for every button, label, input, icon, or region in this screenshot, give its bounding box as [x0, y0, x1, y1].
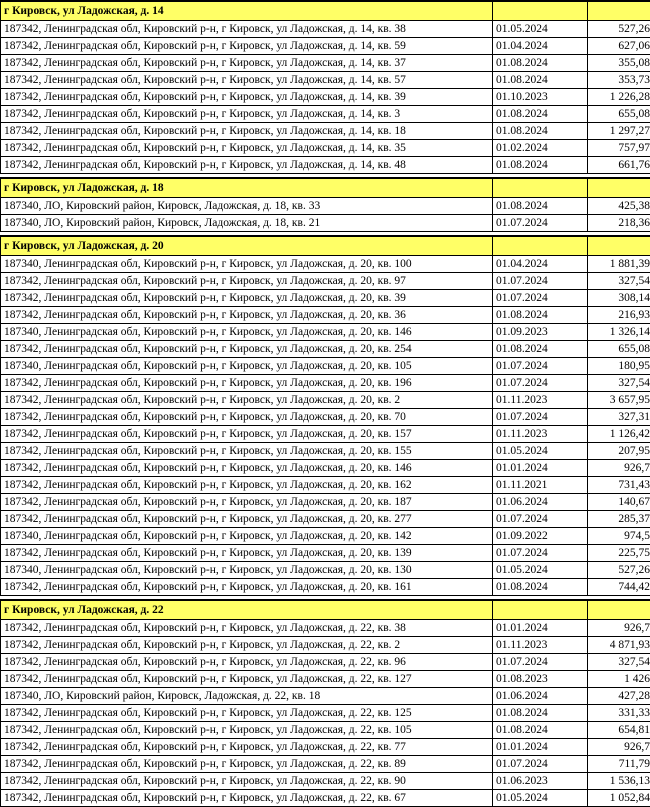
date-cell[interactable]: 01.07.2024 — [493, 545, 588, 562]
amount-cell[interactable]: 1 226,28 — [588, 89, 650, 106]
date-cell[interactable]: 01.07.2024 — [493, 358, 588, 375]
date-cell[interactable]: 01.08.2024 — [493, 198, 588, 215]
group-header-row — [1, 178, 650, 198]
table-row — [1, 157, 650, 174]
amount-cell[interactable]: 654,81 — [588, 722, 650, 739]
address-cell[interactable]: 187342, Ленинградская обл, Кировский р-н, г Кировск, ул Ладожская, д. 22, кв. 67 — [1, 790, 493, 807]
address-cell[interactable]: 187340, Ленинградская обл, Кировский р-н, г Кировск, ул Ладожская, д. 20, кв. 142 — [1, 528, 493, 545]
amount-cell[interactable]: 327,54 — [588, 375, 650, 392]
date-cell[interactable]: 01.01.2024 — [493, 620, 588, 637]
address-cell[interactable]: 187340, Ленинградская обл, Кировский р-н, г Кировск, ул Ладожская, д. 20, кв. 105 — [1, 358, 493, 375]
date-cell[interactable]: 01.06.2024 — [493, 688, 588, 705]
amount-cell[interactable]: 353,73 — [588, 72, 650, 89]
address-cell[interactable]: 187340, Ленинградская обл, Кировский р-н, г Кировск, ул Ладожская, д. 20, кв. 100 — [1, 256, 493, 273]
date-cell[interactable]: 01.09.2022 — [493, 528, 588, 545]
table-row — [1, 392, 650, 409]
date-cell[interactable]: 01.05.2024 — [493, 21, 588, 38]
amount-cell[interactable]: 527,26 — [588, 562, 650, 579]
amount-cell[interactable]: 3 657,95 — [588, 392, 650, 409]
group-header-empty-cell[interactable] — [588, 600, 650, 620]
amount-cell[interactable]: 1 426 — [588, 671, 650, 688]
table-row — [1, 426, 650, 443]
address-cell[interactable]: 187342, Ленинградская обл, Кировский р-н, г Кировск, ул Ладожская, д. 22, кв. 127 — [1, 671, 493, 688]
address-cell[interactable]: 187342, Ленинградская обл, Кировский р-н, г Кировск, ул Ладожская, д. 22, кв. 38 — [1, 620, 493, 637]
date-cell[interactable]: 01.01.2024 — [493, 460, 588, 477]
amount-cell[interactable]: 527,26 — [588, 21, 650, 38]
amount-cell[interactable]: 308,14 — [588, 290, 650, 307]
address-cell[interactable]: 187342, Ленинградская обл, Кировский р-н, г Кировск, ул Ладожская, д. 14, кв. 38 — [1, 21, 493, 38]
amount-cell[interactable]: 216,93 — [588, 307, 650, 324]
date-cell[interactable]: 01.05.2024 — [493, 562, 588, 579]
table-row — [1, 494, 650, 511]
amount-cell[interactable]: 4 871,93 — [588, 637, 650, 654]
address-cell[interactable]: 187342, Ленинградская обл, Кировский р-н, г Кировск, ул Ладожская, д. 14, кв. 39 — [1, 89, 493, 106]
date-cell[interactable]: 01.10.2023 — [493, 89, 588, 106]
table-row — [1, 722, 650, 739]
address-cell[interactable]: 187342, Ленинградская обл, Кировский р-н, г Кировск, ул Ладожская, д. 22, кв. 105 — [1, 722, 493, 739]
date-cell[interactable]: 01.05.2024 — [493, 443, 588, 460]
group-header-empty-cell[interactable] — [493, 236, 588, 256]
date-cell[interactable]: 01.08.2024 — [493, 341, 588, 358]
address-cell[interactable]: 187342, Ленинградская обл, Кировский р-н, г Кировск, ул Ладожская, д. 20, кв. 187 — [1, 494, 493, 511]
group-header-empty-cell[interactable] — [493, 600, 588, 620]
amount-cell[interactable]: 1 326,14 — [588, 324, 650, 341]
address-cell[interactable]: 187342, Ленинградская обл, Кировский р-н, г Кировск, ул Ладожская, д. 22, кв. 96 — [1, 654, 493, 671]
address-cell[interactable]: 187342, Ленинградская обл, Кировский р-н, г Кировск, ул Ладожская, д. 20, кв. 139 — [1, 545, 493, 562]
group-header-empty-cell[interactable] — [493, 1, 588, 21]
address-cell[interactable]: 187342, Ленинградская обл, Кировский р-н, г Кировск, ул Ладожская, д. 20, кв. 155 — [1, 443, 493, 460]
address-cell[interactable]: 187340, Ленинградская обл, Кировский р-н, г Кировск, ул Ладожская, д. 20, кв. 146 — [1, 324, 493, 341]
date-cell[interactable]: 01.08.2024 — [493, 579, 588, 596]
table-row — [1, 72, 650, 89]
table-row — [1, 705, 650, 722]
date-cell[interactable]: 01.08.2023 — [493, 671, 588, 688]
table-row — [1, 477, 650, 494]
date-cell[interactable]: 01.07.2024 — [493, 290, 588, 307]
address-cell[interactable]: 187340, ЛО, Кировский район, Кировск, Ладожская, д. 18, кв. 21 — [1, 215, 493, 232]
date-cell[interactable]: 01.06.2023 — [493, 773, 588, 790]
amount-cell[interactable]: 627,06 — [588, 38, 650, 55]
amount-cell[interactable]: 355,08 — [588, 55, 650, 72]
table-row — [1, 790, 650, 807]
date-cell[interactable]: 01.06.2024 — [493, 494, 588, 511]
table-row — [1, 671, 650, 688]
table-row — [1, 756, 650, 773]
group-header-row — [1, 1, 650, 21]
date-cell[interactable]: 01.08.2024 — [493, 72, 588, 89]
amount-cell[interactable]: 655,08 — [588, 341, 650, 358]
date-cell[interactable]: 01.11.2021 — [493, 477, 588, 494]
address-cell[interactable]: 187342, Ленинградская обл, Кировский р-н, г Кировск, ул Ладожская, д. 14, кв. 37 — [1, 55, 493, 72]
group-header-empty-cell[interactable] — [588, 178, 650, 198]
amount-cell[interactable]: 207,95 — [588, 443, 650, 460]
address-cell[interactable]: 187342, Ленинградская обл, Кировский р-н, г Кировск, ул Ладожская, д. 14, кв. 59 — [1, 38, 493, 55]
address-cell[interactable]: 187342, Ленинградская обл, Кировский р-н, г Кировск, ул Ладожская, д. 20, кв. 146 — [1, 460, 493, 477]
address-cell[interactable]: 187342, Ленинградская обл, Кировский р-н, г Кировск, ул Ладожская, д. 20, кв. 36 — [1, 307, 493, 324]
amount-cell[interactable]: 285,37 — [588, 511, 650, 528]
date-cell[interactable]: 01.08.2024 — [493, 55, 588, 72]
address-cell[interactable]: 187342, Ленинградская обл, Кировский р-н, г Кировск, ул Ладожская, д. 20, кв. 39 — [1, 290, 493, 307]
address-cell[interactable]: 187340, Ленинградская обл, Кировский р-н, г Кировск, ул Ладожская, д. 20, кв. 130 — [1, 562, 493, 579]
address-cell[interactable]: 187342, Ленинградская обл, Кировский р-н, г Кировск, ул Ладожская, д. 22, кв. 125 — [1, 705, 493, 722]
group-header-cell[interactable]: г Кировск, ул Ладожская, д. 14 — [1, 1, 493, 21]
amount-cell[interactable]: 711,79 — [588, 756, 650, 773]
table-row — [1, 562, 650, 579]
date-cell[interactable]: 01.07.2024 — [493, 756, 588, 773]
date-cell[interactable]: 01.07.2024 — [493, 409, 588, 426]
date-cell[interactable]: 01.11.2023 — [493, 426, 588, 443]
group-header-cell[interactable]: г Кировск, ул Ладожская, д. 18 — [1, 178, 493, 198]
amount-cell[interactable]: 225,75 — [588, 545, 650, 562]
table-row — [1, 443, 650, 460]
date-cell[interactable]: 01.07.2024 — [493, 511, 588, 528]
address-cell[interactable]: 187342, Ленинградская обл, Кировский р-н, г Кировск, ул Ладожская, д. 20, кв. 161 — [1, 579, 493, 596]
group-header-empty-cell[interactable] — [588, 1, 650, 21]
date-cell[interactable]: 01.11.2023 — [493, 637, 588, 654]
group-header-empty-cell[interactable] — [588, 236, 650, 256]
date-cell[interactable]: 01.07.2024 — [493, 654, 588, 671]
date-cell[interactable]: 01.07.2024 — [493, 375, 588, 392]
table-row — [1, 341, 650, 358]
table-row — [1, 273, 650, 290]
amount-cell[interactable]: 1 881,39 — [588, 256, 650, 273]
date-cell[interactable]: 01.02.2024 — [493, 140, 588, 157]
amount-cell[interactable]: 1 536,13 — [588, 773, 650, 790]
group-header-row — [1, 600, 650, 620]
address-cell[interactable]: 187342, Ленинградская обл, Кировский р-н, г Кировск, ул Ладожская, д. 14, кв. 35 — [1, 140, 493, 157]
address-cell[interactable]: 187342, Ленинградская обл, Кировский р-н, г Кировск, ул Ладожская, д. 20, кв. 2 — [1, 392, 493, 409]
table-row — [1, 307, 650, 324]
address-cell[interactable]: 187340, ЛО, Кировский район, Кировск, Ладожская, д. 22, кв. 18 — [1, 688, 493, 705]
table-row — [1, 579, 650, 596]
amount-cell[interactable]: 1 297,27 — [588, 123, 650, 140]
address-cell[interactable]: 187342, Ленинградская обл, Кировский р-н, г Кировск, ул Ладожская, д. 20, кв. 157 — [1, 426, 493, 443]
table-row — [1, 688, 650, 705]
amount-cell[interactable]: 425,38 — [588, 198, 650, 215]
address-cell[interactable]: 187342, Ленинградская обл, Кировский р-н, г Кировск, ул Ладожская, д. 14, кв. 18 — [1, 123, 493, 140]
amount-cell[interactable]: 218,36 — [588, 215, 650, 232]
date-cell[interactable]: 01.04.2024 — [493, 256, 588, 273]
table-row — [1, 106, 650, 123]
date-cell[interactable]: 01.08.2024 — [493, 307, 588, 324]
address-cell[interactable]: 187342, Ленинградская обл, Кировский р-н, г Кировск, ул Ладожская, д. 14, кв. 3 — [1, 106, 493, 123]
date-cell[interactable]: 01.07.2024 — [493, 215, 588, 232]
date-cell[interactable]: 01.08.2024 — [493, 123, 588, 140]
table-row — [1, 123, 650, 140]
amount-cell[interactable]: 327,54 — [588, 273, 650, 290]
address-cell[interactable]: 187342, Ленинградская обл, Кировский р-н, г Кировск, ул Ладожская, д. 20, кв. 277 — [1, 511, 493, 528]
address-cell[interactable]: 187342, Ленинградская обл, Кировский р-н, г Кировск, ул Ладожская, д. 20, кв. 70 — [1, 409, 493, 426]
amount-cell[interactable]: 1 052,84 — [588, 790, 650, 807]
table-row — [1, 198, 650, 215]
address-cell[interactable]: 187342, Ленинградская обл, Кировский р-н, г Кировск, ул Ладожская, д. 20, кв. 254 — [1, 341, 493, 358]
address-cell[interactable]: 187340, ЛО, Кировский район, Кировск, Ладожская, д. 18, кв. 33 — [1, 198, 493, 215]
amount-cell[interactable]: 661,76 — [588, 157, 650, 174]
group-header-row — [1, 236, 650, 256]
amount-cell[interactable]: 731,43 — [588, 477, 650, 494]
amount-cell[interactable]: 331,33 — [588, 705, 650, 722]
amount-cell[interactable]: 926,7 — [588, 460, 650, 477]
group-header-empty-cell[interactable] — [493, 178, 588, 198]
amount-cell[interactable]: 926,7 — [588, 739, 650, 756]
table-row — [1, 256, 650, 273]
table-row — [1, 324, 650, 341]
amount-cell[interactable]: 926,7 — [588, 620, 650, 637]
address-cell[interactable]: 187342, Ленинградская обл, Кировский р-н, г Кировск, ул Ладожская, д. 20, кв. 196 — [1, 375, 493, 392]
date-cell[interactable]: 01.01.2024 — [493, 739, 588, 756]
table-row — [1, 654, 650, 671]
table-row — [1, 528, 650, 545]
amount-cell[interactable]: 140,67 — [588, 494, 650, 511]
amount-cell[interactable]: 655,08 — [588, 106, 650, 123]
address-cell[interactable]: 187342, Ленинградская обл, Кировский р-н, г Кировск, ул Ладожская, д. 22, кв. 89 — [1, 756, 493, 773]
table-row — [1, 140, 650, 157]
group-header-cell[interactable]: г Кировск, ул Ладожская, д. 20 — [1, 236, 493, 256]
date-cell[interactable]: 01.11.2023 — [493, 392, 588, 409]
address-cell[interactable]: 187342, Ленинградская обл, Кировский р-н, г Кировск, ул Ладожская, д. 22, кв. 77 — [1, 739, 493, 756]
table-row — [1, 21, 650, 38]
date-cell[interactable]: 01.08.2024 — [493, 705, 588, 722]
address-cell[interactable]: 187342, Ленинградская обл, Кировский р-н, г Кировск, ул Ладожская, д. 20, кв. 162 — [1, 477, 493, 494]
amount-cell[interactable]: 180,95 — [588, 358, 650, 375]
amount-cell[interactable]: 1 126,42 — [588, 426, 650, 443]
amount-cell[interactable]: 327,54 — [588, 654, 650, 671]
group-header-cell[interactable]: г Кировск, ул Ладожская, д. 22 — [1, 600, 493, 620]
date-cell[interactable]: 01.04.2024 — [493, 38, 588, 55]
table-row — [1, 511, 650, 528]
address-cell[interactable]: 187342, Ленинградская обл, Кировский р-н, г Кировск, ул Ладожская, д. 14, кв. 57 — [1, 72, 493, 89]
table-row — [1, 773, 650, 790]
table-row — [1, 637, 650, 654]
table-row — [1, 545, 650, 562]
date-cell[interactable]: 01.07.2024 — [493, 273, 588, 290]
table-row — [1, 375, 650, 392]
table-row — [1, 460, 650, 477]
amount-cell[interactable]: 744,42 — [588, 579, 650, 596]
date-cell[interactable]: 01.08.2024 — [493, 157, 588, 174]
address-cell[interactable]: 187342, Ленинградская обл, Кировский р-н, г Кировск, ул Ладожская, д. 22, кв. 90 — [1, 773, 493, 790]
amount-cell[interactable]: 427,28 — [588, 688, 650, 705]
table-row — [1, 739, 650, 756]
date-cell[interactable]: 01.08.2024 — [493, 106, 588, 123]
amount-cell[interactable]: 757,97 — [588, 140, 650, 157]
table-row — [1, 38, 650, 55]
table-row — [1, 89, 650, 106]
table-row — [1, 620, 650, 637]
address-cell[interactable]: 187342, Ленинградская обл, Кировский р-н, г Кировск, ул Ладожская, д. 20, кв. 97 — [1, 273, 493, 290]
address-cell[interactable]: 187342, Ленинградская обл, Кировский р-н, г Кировск, ул Ладожская, д. 14, кв. 48 — [1, 157, 493, 174]
date-cell[interactable]: 01.05.2024 — [493, 790, 588, 807]
amount-cell[interactable]: 327,31 — [588, 409, 650, 426]
table-row — [1, 290, 650, 307]
date-cell[interactable]: 01.09.2023 — [493, 324, 588, 341]
amount-cell[interactable]: 974,5 — [588, 528, 650, 545]
table-row — [1, 409, 650, 426]
table-row — [1, 358, 650, 375]
table-body — [1, 1, 650, 807]
table-row — [1, 215, 650, 232]
address-cell[interactable]: 187342, Ленинградская обл, Кировский р-н, г Кировск, ул Ладожская, д. 22, кв. 2 — [1, 637, 493, 654]
date-cell[interactable]: 01.08.2024 — [493, 722, 588, 739]
table-row — [1, 55, 650, 72]
